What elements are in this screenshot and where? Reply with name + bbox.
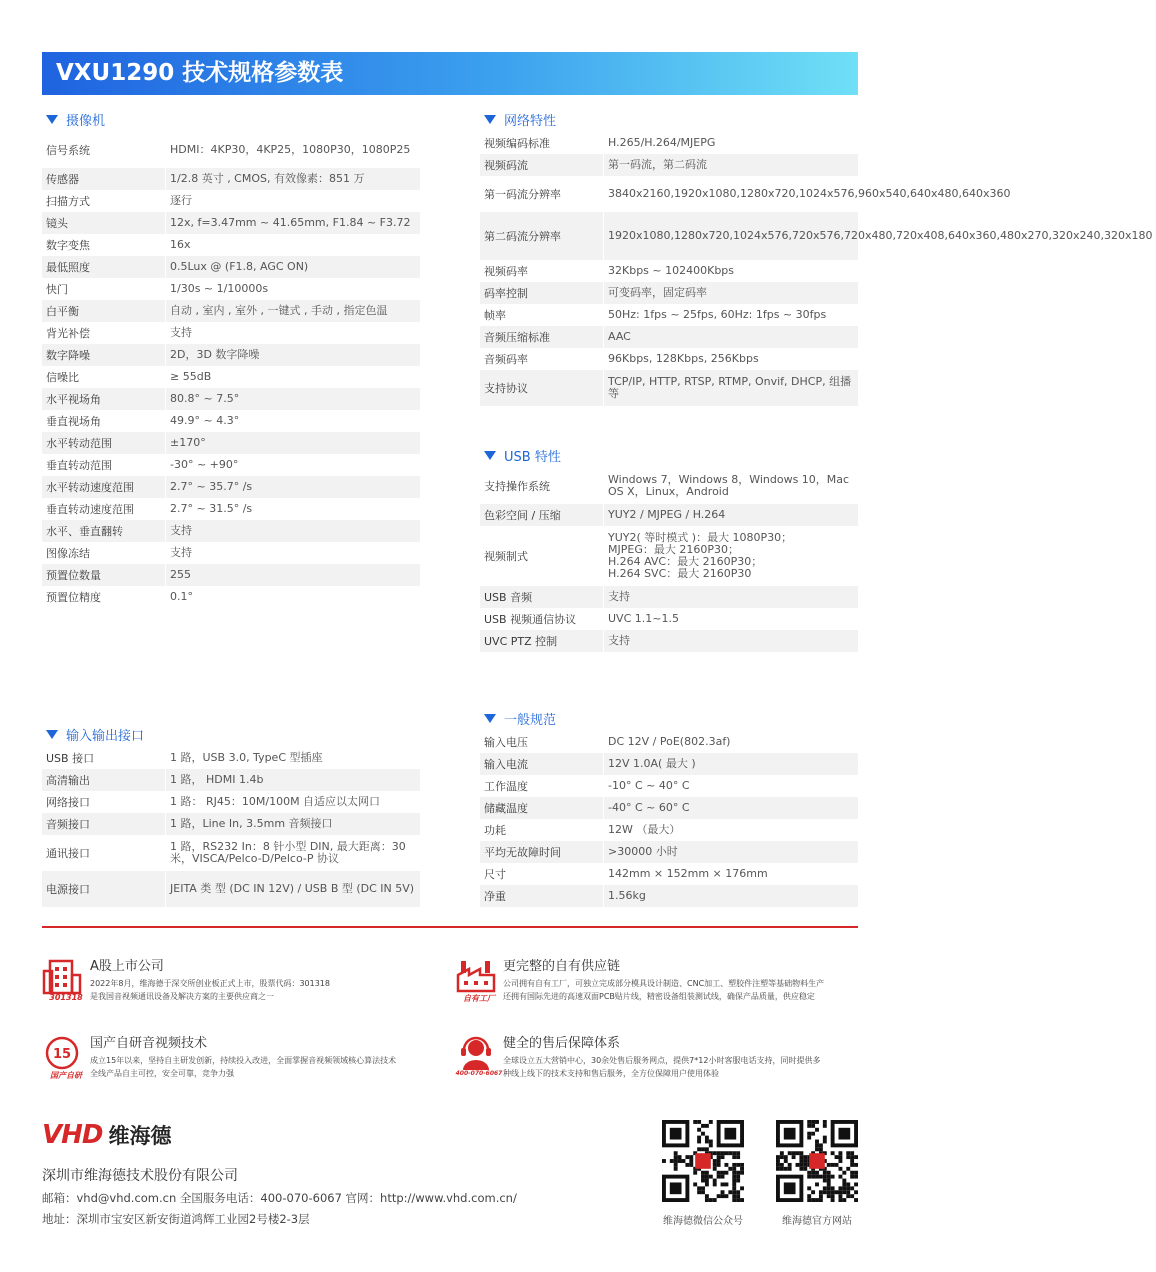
section-heading: 输入输出接口 bbox=[42, 723, 420, 745]
spec-row bbox=[42, 278, 420, 300]
feature-title: 健全的售后保障体系 bbox=[503, 1036, 621, 1051]
spec-label: 数字变焦 bbox=[42, 234, 166, 256]
spec-row bbox=[480, 370, 858, 406]
spec-label: 通讯接口 bbox=[42, 835, 166, 871]
spec-row bbox=[42, 300, 420, 322]
spec-row bbox=[42, 168, 420, 190]
spec-label: 预置位数量 bbox=[42, 564, 166, 586]
spec-row bbox=[480, 753, 858, 775]
spec-value: 50Hz: 1fps ~ 25fps, 60Hz: 1fps ~ 30fps bbox=[608, 308, 827, 321]
qr-code-wechat bbox=[662, 1120, 744, 1202]
spec-label: 音频压缩标准 bbox=[480, 326, 604, 348]
spec-label: 第一码流分辨率 bbox=[480, 176, 604, 212]
section-heading: 网络特性 bbox=[480, 108, 858, 130]
qr-caption-wechat: 维海德微信公众号 bbox=[663, 1216, 743, 1227]
section-camera bbox=[42, 108, 420, 608]
spec-value: 1 路，Line In, 3.5mm 音频接口 bbox=[170, 817, 333, 830]
spec-label: 信号系统 bbox=[42, 132, 166, 168]
spec-row bbox=[480, 468, 858, 504]
feature-title: 国产自研音视频技术 bbox=[90, 1036, 208, 1051]
spec-value: 逐行 bbox=[170, 194, 192, 207]
spec-row bbox=[42, 212, 420, 234]
spec-row bbox=[42, 454, 420, 476]
section-heading: 一般规范 bbox=[480, 707, 858, 729]
spec-value: AAC bbox=[608, 330, 631, 343]
spec-label: 图像冻结 bbox=[42, 542, 166, 564]
feature-title: A股上市公司 bbox=[90, 959, 164, 974]
spec-value: 支持 bbox=[170, 326, 192, 339]
spec-value: DC 12V / PoE(802.3af) bbox=[608, 735, 731, 748]
spec-row bbox=[480, 586, 858, 608]
spec-label: 平均无故障时间 bbox=[480, 841, 604, 863]
spec-label: 传感器 bbox=[42, 168, 166, 190]
spec-value: H.265/H.264/MJEPG bbox=[608, 136, 716, 149]
spec-value: 2.7° ~ 31.5° /s bbox=[170, 502, 253, 515]
page-title: VXU1290 技术规格参数表 bbox=[42, 52, 858, 95]
spec-value: 2.7° ~ 35.7° /s bbox=[170, 480, 253, 493]
spec-label: 最低照度 bbox=[42, 256, 166, 278]
spec-label: UVC PTZ 控制 bbox=[480, 630, 604, 652]
triangle-down-icon bbox=[46, 115, 58, 124]
vhd-logo bbox=[42, 1120, 171, 1150]
spec-label: 第二码流分辨率 bbox=[480, 212, 604, 260]
spec-label: 色彩空间 / 压缩 bbox=[480, 504, 604, 526]
spec-value: 1/2.8 英寸 , CMOS, 有效像素：851 万 bbox=[170, 172, 365, 185]
spec-label: 输入电流 bbox=[480, 753, 604, 775]
spec-row bbox=[480, 608, 858, 630]
spec-value: 12V 1.0A( 最大 ) bbox=[608, 757, 696, 770]
feature-own-tech bbox=[42, 1032, 452, 1092]
spec-row bbox=[480, 630, 858, 652]
spec-value: ±170° bbox=[170, 436, 206, 449]
feature-desc: 成立15年以来，坚持自主研发创新，持续投入改进，全面掌握音视频领域核心算法技术 全线产品自主可控，安全可靠，竞争力强 bbox=[90, 1056, 397, 1078]
spec-row bbox=[480, 841, 858, 863]
spec-row bbox=[42, 388, 420, 410]
feature-desc: 全球设立五大营销中心，30余处售后服务网点，提供7*12小时客服电话支持，同时提供多 种线上线下的技术支持和售后服务，全方位保障用户使用体验 bbox=[503, 1056, 821, 1078]
spec-value: 1 路，RS232 In：8 针小型 DIN, 最大距离：30 米，VISCA/Pelco-D/Pelco-P 协议 bbox=[170, 840, 406, 865]
section-network bbox=[480, 108, 1153, 406]
feature-supply-chain bbox=[455, 955, 865, 1015]
company-name: 深圳市维海德技术股份有限公司 bbox=[42, 1168, 238, 1184]
spec-label: 帧率 bbox=[480, 304, 604, 326]
spec-value: 0.5Lux @ (F1.8, AGC ON) bbox=[170, 260, 309, 273]
spec-label: 水平转动范围 bbox=[42, 432, 166, 454]
spec-row bbox=[42, 564, 420, 586]
spec-label: 预置位精度 bbox=[42, 586, 166, 608]
spec-value: 3840x2160,1920x1080,1280x720,1024x576,960x540,640x480,640x360 bbox=[608, 187, 1011, 200]
spec-label: 音频接口 bbox=[42, 813, 166, 835]
spec-value: YUY2 / MJPEG / H.264 bbox=[608, 508, 726, 521]
spec-row bbox=[480, 504, 858, 526]
feature-caption: 国产自研 bbox=[50, 1071, 82, 1080]
spec-label: 垂直转动速度范围 bbox=[42, 498, 166, 520]
spec-value: 1 路： RJ45：10M/100M 自适应以太网口 bbox=[170, 795, 381, 808]
spec-value: Windows 7，Windows 8，Windows 10，Mac OS X，Linux，Android bbox=[608, 473, 850, 498]
spec-row bbox=[480, 154, 858, 176]
spec-row bbox=[42, 256, 420, 278]
company-address: 地址：深圳市宝安区新安街道鸿辉工业园2号楼2-3层 bbox=[42, 1212, 310, 1226]
spec-label: 支持操作系统 bbox=[480, 468, 604, 504]
spec-label: 输入电压 bbox=[480, 731, 604, 753]
spec-row bbox=[42, 234, 420, 256]
spec-value: 49.9° ~ 4.3° bbox=[170, 414, 240, 427]
svg-text:15: 15 bbox=[52, 1047, 72, 1062]
spec-value: 1.56kg bbox=[608, 889, 646, 902]
section-io bbox=[42, 723, 420, 907]
spec-value: 支持 bbox=[170, 546, 192, 559]
spec-value: 255 bbox=[170, 568, 191, 581]
spec-row bbox=[480, 819, 858, 841]
feature-caption: 自有工厂 bbox=[463, 994, 495, 1003]
feature-listed-company bbox=[42, 955, 452, 1015]
spec-value: 96Kbps, 128Kbps, 256Kbps bbox=[608, 352, 759, 365]
feature-desc: 2022年8月，维海德于深交所创业板正式上市，股票代码：301318 是我国音视频通讯设备及解决方案的主要供应商之一 bbox=[90, 979, 330, 1001]
section-heading: 摄像机 bbox=[42, 108, 420, 130]
spec-row bbox=[42, 410, 420, 432]
spec-label: 视频码流 bbox=[480, 154, 604, 176]
spec-label: 工作温度 bbox=[480, 775, 604, 797]
contact-info: 邮箱：vhd@vhd.com.cn 全国服务电话：400-070-6067 官网：http://www.vhd.com.cn/ bbox=[42, 1191, 517, 1205]
spec-row bbox=[42, 813, 420, 835]
spec-label: USB 视频通信协议 bbox=[480, 608, 604, 630]
spec-label: 白平衡 bbox=[42, 300, 166, 322]
spec-row bbox=[480, 731, 858, 753]
spec-value: TCP/IP, HTTP, RTSP, RTMP, Onvif, DHCP, 组播等 bbox=[608, 375, 852, 400]
network-rows bbox=[480, 132, 1153, 406]
spec-value: 可变码率，固定码率 bbox=[608, 286, 707, 299]
spec-label: 功耗 bbox=[480, 819, 604, 841]
spec-label: 视频编码标准 bbox=[480, 132, 604, 154]
spec-label: 储藏温度 bbox=[480, 797, 604, 819]
spec-label: 音频码率 bbox=[480, 348, 604, 370]
spec-value: 1/30s ~ 1/10000s bbox=[170, 282, 269, 295]
spec-row bbox=[42, 791, 420, 813]
spec-label: 码率控制 bbox=[480, 282, 604, 304]
spec-row bbox=[42, 190, 420, 212]
spec-label: 水平转动速度范围 bbox=[42, 476, 166, 498]
spec-value: ≥ 55dB bbox=[170, 370, 212, 383]
camera-rows bbox=[42, 132, 420, 608]
spec-label: 支持协议 bbox=[480, 370, 604, 406]
spec-row bbox=[42, 835, 420, 871]
spec-row bbox=[480, 348, 858, 370]
spec-value: HDMI：4KP30，4KP25，1080P30，1080P25 bbox=[170, 143, 411, 156]
spec-row bbox=[42, 366, 420, 388]
spec-label: 水平视场角 bbox=[42, 388, 166, 410]
spec-value: 32Kbps ~ 102400Kbps bbox=[608, 264, 735, 277]
spec-value: 142mm × 152mm × 176mm bbox=[608, 867, 768, 880]
spec-label: 垂直转动范围 bbox=[42, 454, 166, 476]
triangle-down-icon bbox=[484, 115, 496, 124]
section-usb bbox=[480, 444, 858, 652]
spec-value: -10° C ~ 40° C bbox=[608, 779, 690, 792]
spec-row bbox=[42, 322, 420, 344]
spec-row bbox=[480, 526, 858, 586]
spec-label: 垂直视场角 bbox=[42, 410, 166, 432]
spec-row bbox=[42, 747, 420, 769]
spec-row bbox=[42, 476, 420, 498]
qr-code-website bbox=[776, 1120, 858, 1202]
spec-row bbox=[480, 260, 858, 282]
spec-label: 视频制式 bbox=[480, 526, 604, 586]
spec-row bbox=[480, 797, 858, 819]
spec-value: -40° C ~ 60° C bbox=[608, 801, 690, 814]
spec-label: 数字降噪 bbox=[42, 344, 166, 366]
spec-value: >30000 小时 bbox=[608, 845, 678, 858]
spec-value: 1 路，USB 3.0, TypeC 型插座 bbox=[170, 751, 323, 764]
spec-value: 2D，3D 数字降噪 bbox=[170, 348, 260, 361]
spec-row bbox=[480, 304, 858, 326]
spec-label: 网络接口 bbox=[42, 791, 166, 813]
spec-label: 视频码率 bbox=[480, 260, 604, 282]
triangle-down-icon bbox=[484, 451, 496, 460]
section-heading: USB 特性 bbox=[480, 444, 858, 466]
spec-label: 快门 bbox=[42, 278, 166, 300]
spec-label: 高清输出 bbox=[42, 769, 166, 791]
spec-row bbox=[42, 871, 420, 907]
logo-brand-cn: 维海德 bbox=[108, 1124, 172, 1148]
spec-row bbox=[480, 885, 858, 907]
spec-value: 0.1° bbox=[170, 590, 193, 603]
red-divider bbox=[42, 926, 858, 928]
spec-label: USB 接口 bbox=[42, 747, 166, 769]
spec-value: 16x bbox=[170, 238, 191, 251]
spec-row bbox=[480, 326, 858, 348]
spec-label: 电源接口 bbox=[42, 871, 166, 907]
spec-value: 支持 bbox=[608, 634, 630, 647]
spec-row bbox=[480, 863, 858, 885]
spec-row bbox=[42, 344, 420, 366]
feature-caption: 400-070-6067 bbox=[455, 1070, 503, 1077]
spec-label: 镜头 bbox=[42, 212, 166, 234]
spec-value: UVC 1.1~1.5 bbox=[608, 612, 679, 625]
spec-value: -30° ~ +90° bbox=[170, 458, 239, 471]
triangle-down-icon bbox=[46, 730, 58, 739]
spec-label: 净重 bbox=[480, 885, 604, 907]
spec-value: 支持 bbox=[170, 524, 192, 537]
spec-value: 1 路， HDMI 1.4b bbox=[170, 773, 264, 786]
spec-value: 支持 bbox=[608, 590, 630, 603]
spec-row bbox=[480, 282, 858, 304]
spec-value: 80.8° ~ 7.5° bbox=[170, 392, 240, 405]
feature-after-sales bbox=[455, 1032, 865, 1092]
spec-label: 尺寸 bbox=[480, 863, 604, 885]
spec-value: 12x, f=3.47mm ~ 41.65mm, F1.84 ~ F3.72 bbox=[170, 216, 411, 229]
feature-desc: 公司拥有自有工厂，可独立完成部分模具设计制造、CNC加工、塑胶件注塑等基础物料生产 还拥有国际先进的高速双面PCB贴片线，精密设备组装测试线，确保产品质量，供应稳定 bbox=[503, 979, 825, 1001]
spec-row bbox=[42, 132, 420, 168]
section-general bbox=[480, 707, 858, 907]
spec-row bbox=[480, 176, 1011, 212]
spec-row bbox=[42, 769, 420, 791]
qr-caption-website: 维海德官方网站 bbox=[782, 1216, 852, 1227]
general-rows bbox=[480, 731, 858, 907]
io-rows bbox=[42, 747, 420, 907]
spec-label: 背光补偿 bbox=[42, 322, 166, 344]
spec-row bbox=[42, 520, 420, 542]
spec-row bbox=[42, 432, 420, 454]
spec-row bbox=[42, 586, 420, 608]
spec-value: 12W （最大） bbox=[608, 823, 681, 836]
spec-value: JEITA 类 型 (DC IN 12V) / USB B 型 (DC IN 5V) bbox=[170, 882, 415, 895]
usb-rows bbox=[480, 468, 858, 652]
logo-brand: VHD bbox=[42, 1120, 103, 1150]
spec-row bbox=[480, 212, 1153, 260]
spec-label: 水平、垂直翻转 bbox=[42, 520, 166, 542]
spec-value: 自动 , 室内 , 室外 , 一键式 , 手动 , 指定色温 bbox=[170, 304, 388, 317]
spec-row bbox=[42, 542, 420, 564]
triangle-down-icon bbox=[484, 714, 496, 723]
feature-title: 更完整的自有供应链 bbox=[503, 959, 621, 974]
spec-value: 第一码流，第二码流 bbox=[608, 158, 707, 171]
spec-row bbox=[42, 498, 420, 520]
feature-caption: 301318 bbox=[49, 993, 83, 1002]
spec-label: 信噪比 bbox=[42, 366, 166, 388]
spec-label: 扫描方式 bbox=[42, 190, 166, 212]
spec-label: USB 音频 bbox=[480, 586, 604, 608]
spec-row bbox=[480, 132, 858, 154]
spec-value: 1920x1080,1280x720,1024x576,720x576,720x480,720x408,640x360,480x270,320x240,320x180 bbox=[608, 229, 1153, 242]
spec-row bbox=[480, 775, 858, 797]
spec-value: YUY2( 等时模式 )：最大 1080P30； MJPEG：最大 2160P30； H.264 AVC：最大 2160P30； H.264 SVC：最大 2160P30 bbox=[608, 531, 793, 580]
